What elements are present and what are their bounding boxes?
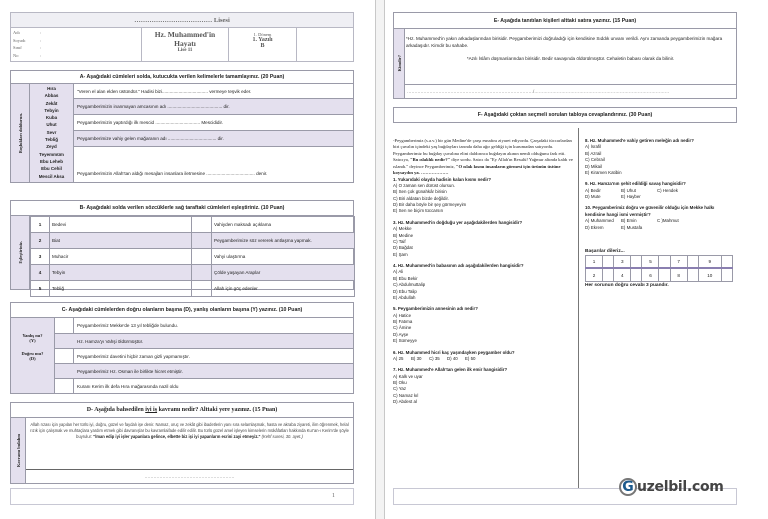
section-a-side-label: Boşlukları doldurun. — [17, 112, 23, 154]
row-number: 4 — [31, 265, 50, 281]
matching-row — [31, 265, 355, 281]
option[interactable]: D) Bağdat — [393, 245, 413, 251]
option[interactable]: C) Abdulmuttalip — [393, 282, 426, 288]
option[interactable]: E) Sen ne biçim tüccarsın — [393, 208, 444, 214]
option[interactable]: C) 35 — [429, 355, 440, 361]
option[interactable]: C) Biri aldatan bizde değildir. — [393, 195, 449, 201]
question-text: 10. Peygamberimiz doğru ve güvenilir olduğu için Mekke halkı kendisine hangi ismi vermiştir? — [585, 205, 715, 217]
fill-sentence[interactable] — [74, 130, 353, 146]
passage-text: -Peygamberimiz (s.a.v.) bir gün Medine'de çarşı esnafını ziyaret ediyordu. Çarşıdaki tüccarlardan biri çuvalın içindeki yaş buğdayları tarında daha ağır geldiği için kurumadan satıyordu. Peygamberimiz bu buğday çuvalına elini daldırınca buğdayın akının nemli olduğunu fark etti. Satıcıya, — [393, 138, 572, 163]
fill-sentence[interactable] — [74, 146, 353, 182]
option[interactable]: E) Kiramen Katibin — [585, 169, 622, 175]
question-text: 4. Hz. Muhammed'in babasının adı aşağıdakilerden hangisidir? — [393, 263, 524, 269]
word-bank-item: Sevr — [46, 129, 57, 135]
matching-row — [31, 281, 355, 297]
answer-cell[interactable] — [603, 255, 614, 268]
title-part: D- Aşağıda bahsedilen — [86, 407, 146, 413]
question-number-cell: 6 — [642, 268, 659, 281]
word-bank-item: Kuba — [45, 115, 58, 121]
section-d-side-label: Kavramı bulalım — [15, 433, 21, 468]
answer-cell[interactable] — [659, 268, 670, 281]
passage-bold: "O ıslak kısmı insanların görmesi için ürünün üstüne koysaydın ya. ……………… — [393, 163, 561, 176]
option[interactable]: A) O zaman sen dürüst olursun. — [393, 182, 455, 188]
question-number-cell: 3 — [614, 255, 631, 268]
option[interactable]: A) Muhammed — [585, 218, 614, 224]
option[interactable]: B) Uhut — [621, 187, 636, 193]
matching-definition: Peygamberimize söz vererek antlaşma yapmak. — [212, 233, 355, 249]
concept-text — [26, 418, 353, 470]
answer-grid-row — [586, 268, 733, 281]
tf-item[interactable] — [55, 348, 353, 363]
option[interactable]: A) Kalk ve uyar — [393, 373, 423, 379]
word-bank-item: Ebu Cehil — [41, 166, 62, 172]
option[interactable]: B) Sen çok günahkâr birisin — [393, 189, 447, 195]
course-title — [142, 28, 229, 61]
matching-row — [31, 233, 355, 249]
option[interactable]: A) İsrafil — [585, 144, 602, 150]
section-d — [10, 402, 354, 484]
section-c-title: C- Aşağıdaki cümlelerden doğru olanların başına (D), yanlış olanların başına (Y) yazınız. (10 Puan) — [11, 303, 353, 318]
option[interactable]: B) Fatıma — [393, 319, 413, 325]
scoring-note: Her sorunun doğru cevabı 3 puandır. — [585, 282, 669, 288]
word-bank-item: Zekât — [45, 100, 58, 106]
question-number-cell: 9 — [698, 255, 721, 268]
matching-word: Tebyin — [50, 265, 192, 281]
question-number-cell: 8 — [670, 268, 687, 281]
option[interactable]: A) Hatice — [393, 312, 412, 318]
option[interactable]: B) 30 — [411, 355, 422, 361]
section-b-title: B- Aşağıdaki solda verilen sözcüklerle sağ taraftaki cümleleri eşleştiriniz. (10 Puan) — [11, 201, 353, 216]
person-answer-line[interactable]: …………………………………………………………………………/……………………………………………………………………………… — [407, 89, 670, 94]
option[interactable]: B) Emin — [621, 218, 637, 224]
option[interactable]: B) Azrail — [585, 150, 602, 156]
answer-cell[interactable] — [603, 268, 614, 281]
tf-item[interactable] — [55, 318, 353, 333]
matching-word: Tebliğ — [50, 281, 192, 297]
answer-cell[interactable] — [631, 268, 642, 281]
matching-table — [30, 216, 355, 297]
exam-info — [229, 28, 297, 61]
option[interactable]: C )Mahmut — [657, 218, 679, 224]
page-number: 1 — [332, 493, 335, 499]
sentence-text: "Veren el alan elden üstündür." Hadisi bizi.................................... vermeye teşvik eder. — [77, 88, 252, 94]
matching-word: Muhacir — [50, 249, 192, 265]
option[interactable]: A) Ali — [393, 269, 404, 275]
matching-answer-box[interactable] — [192, 265, 212, 281]
page-gutter — [375, 0, 385, 519]
title-part: kavramı nedir? Alttaki yere yazınız. (15 Puan) — [157, 407, 278, 413]
title-concept: iyi iş — [145, 407, 158, 413]
concept-ref: (Kehf suresi, 30. ayet.) — [260, 434, 303, 440]
fill-sentence[interactable] — [74, 84, 353, 98]
wrong-label: Yanlış mı? — [22, 333, 43, 338]
field-name-label: Adı — [13, 30, 20, 35]
person-2-desc: *Azılı İslâm düşmanlarından birisidir. Bedir savaşında öldürülmüştür. Cehaletin babası olarak da bilinir. — [466, 56, 675, 62]
section-c-side — [11, 318, 55, 393]
option[interactable]: C) Cebrail — [585, 157, 605, 163]
option[interactable]: C) Hendek — [657, 187, 678, 193]
option[interactable]: D) Abdest al — [393, 399, 417, 405]
option[interactable]: D) 40 — [447, 355, 458, 361]
sentence-text: Peygamberimizin yaptırdığı ilk mescid ................................... Mescididir. — [77, 120, 224, 125]
matching-row — [31, 249, 355, 265]
watermark-text: uzelbil.com — [637, 479, 724, 495]
word-bank-item: Uhut — [46, 122, 57, 128]
sentence-text: Peygamberimizin Allah'tan aldığı mesajları insanlara iletmesine ...................................... denir. — [77, 171, 268, 176]
question-number-cell: 2 — [586, 268, 603, 281]
question-number-cell: 1 — [586, 255, 603, 268]
matching-word: Biat — [50, 233, 192, 249]
option[interactable]: B) Ebu Bekir — [393, 275, 418, 281]
page-1 — [0, 0, 375, 519]
section-a-side — [11, 84, 30, 182]
section-e-side-label: Kimdir? — [396, 55, 402, 72]
question-8 — [585, 138, 735, 176]
word-bank-item: Teyemmüm — [39, 151, 64, 157]
option[interactable]: C) Taif — [393, 238, 406, 244]
good-luck-text: Başarılar dileriz... — [585, 248, 625, 254]
word-bank-item: Mescil Aksa — [38, 173, 65, 179]
tf-text: Hz. Hamza'yı Vahşi öldürmüştür. — [77, 338, 144, 344]
option[interactable]: A) Mekke — [393, 226, 412, 232]
option[interactable]: B) Medine — [393, 232, 414, 238]
question-text: 8. Hz. Muhammed'e vahiy getiren meleğin adı nedir? — [585, 138, 694, 143]
word-bank-item: Tebyin — [44, 107, 59, 113]
option[interactable]: D) Bir daha böyle bir şey görmeyeyim — [393, 202, 467, 208]
row-number: 5 — [31, 281, 50, 297]
question — [393, 350, 573, 363]
question-list — [393, 177, 573, 406]
word-bank-item: Hıra — [47, 86, 56, 91]
tf-text: Peygamberimiz davetini hiçbir zaman gizli yapmamıştır. — [77, 353, 190, 359]
answer-cell[interactable] — [687, 255, 698, 268]
page-footer — [10, 488, 354, 505]
question — [393, 367, 573, 405]
questions-left — [393, 138, 573, 406]
row-number: 3 — [31, 249, 50, 265]
sentence-text: Peygamberimizin inanmayan amcasının adı ........................................... dir. — [77, 104, 230, 109]
option[interactable]: E) 50 — [465, 355, 476, 361]
section-b-side-label: Eşleştiriniz. — [17, 241, 23, 264]
tf-text: Peygamberimiz Mekke'de 13 yıl tebliğde bulundu. — [77, 323, 178, 328]
question-10 — [585, 205, 735, 231]
section-b — [10, 200, 354, 290]
sentence-text: Peygamberimize vahiy gelen mağaranın adı ...................................... dir. — [77, 136, 224, 141]
section-f-title: F- Aşağıdaki çoktan seçmeli soruları tabloya cevaplandırınız. (30 Puan) — [477, 112, 653, 118]
option[interactable]: D) Ekrem — [585, 224, 604, 230]
colon: : — [40, 53, 42, 59]
word-bank-item: Ebu Leheb — [39, 158, 63, 164]
answer-cell[interactable] — [659, 255, 670, 268]
question-text: 3. Hz. Muhammed'in doğduğu yer aşağıdakilerden hangisidir? — [393, 219, 523, 225]
section-e — [393, 12, 737, 99]
student-fields — [11, 28, 142, 61]
exam-name: 1. Yazılı — [252, 37, 273, 43]
option[interactable]: E) Mustafa — [621, 224, 643, 230]
answer-grid-row — [586, 255, 733, 268]
question — [393, 220, 573, 258]
option[interactable]: D) Ayşe — [393, 331, 409, 337]
question — [393, 177, 573, 215]
answer-cell[interactable] — [721, 268, 732, 281]
exam-group: B — [260, 43, 265, 49]
section-e-title: E- Aşağıda tanıtılan kişileri alttaki satıra yazınız. (15 Puan) — [394, 13, 736, 29]
school-name: ……………………………… Lisesi — [11, 13, 353, 28]
exam-header — [10, 12, 354, 62]
word-bank-item: Zeyd — [46, 144, 57, 150]
right-label: Doğru mu? — [21, 351, 44, 356]
matching-answer-box[interactable] — [192, 217, 212, 233]
section-a-title: A- Aşağıdaki cümleleri solda, kutucukta verilen kelimelerle tamamlayınız. (20 Puan) — [11, 71, 353, 84]
word-bank — [30, 84, 74, 182]
concept-quote: "İman edip iyi işler yapanlara gelince, elbette biz işi iyi yapanların ecrini zayi etmeyiz." — [93, 434, 261, 440]
matching-definition: Allah için göç edenler — [212, 281, 355, 297]
question-text: 6. Hz. Muhammed hicri kaç yaşındayken peygamber oldu? — [393, 349, 515, 355]
option[interactable]: E) Sümeyye — [393, 338, 417, 344]
section-a-sentences — [74, 84, 353, 182]
option[interactable]: D) Mikail — [585, 163, 603, 169]
answer-grid — [585, 255, 733, 282]
right-code: (D) — [29, 356, 36, 361]
option[interactable]: E) Şam — [393, 251, 408, 257]
matching-definition: Çölde yaşayan Araplar — [212, 265, 355, 281]
answer-line[interactable]: …………………………………………………… — [144, 474, 235, 479]
option[interactable]: A) 25 — [393, 355, 404, 361]
question-number-cell: 4 — [614, 268, 631, 281]
course-line2: Hayatı — [174, 39, 196, 48]
colon: : — [40, 37, 42, 43]
question-text: 7. Hz. Muhammed'e Allah'tan gelen ilk emir hangisidir? — [393, 367, 508, 373]
passage-text: diye sordu. Satıcı da "Ey Allah'ın Resulü! Yağmur altında kaldı ve ıslandı." deyince Peygamberimiz, — [393, 157, 573, 169]
question-number-cell: 10 — [698, 268, 721, 281]
tf-items — [55, 318, 353, 393]
section-e-side — [394, 29, 405, 98]
term: 1. Dönem — [253, 32, 272, 37]
concept-body: Allah rızası için yapılan her türlü iyi, doğru, güzel ve faydalı işe denir. Namaz, oruç ve zekât gibi ibadetlerin yanı sıra selamlaşmak, hasta ve akraba ziyareti, ilim öğrenmek, helal rızık için çalışmak ve muhtaçlara yardım etmek gibi davranışlar bu kavramlaifade edilir edilir. Bu türlü güzel amel işleyen kimselerin mükâfatları hakkında Kur'an-ı Kerim'de şöyle buyrulur: — [30, 422, 349, 440]
passage-bold: "Bu ıslaklık nedir?" — [410, 157, 451, 163]
tf-item[interactable] — [55, 363, 353, 378]
section-d-title — [11, 403, 353, 418]
questions-right — [585, 138, 735, 288]
question — [393, 306, 573, 344]
question — [393, 263, 573, 301]
fill-sentence[interactable] — [74, 98, 353, 114]
matching-word: Bedevi — [50, 217, 192, 233]
tf-item[interactable] — [55, 333, 353, 348]
matching-definition: Vahyi ulaştırma — [212, 249, 355, 265]
matching-answer-box[interactable] — [192, 249, 212, 265]
word-bank-item: Abbas — [44, 93, 59, 99]
matching-row — [31, 217, 355, 233]
answer-cell[interactable] — [631, 255, 642, 268]
person-descriptions — [405, 29, 736, 85]
watermark-logo — [619, 478, 724, 496]
person-1-desc: *Hz. Muhammed'in yakın arkadaşlarından birisidir. Peygamberimizi doğruladığı için kendisine Sıddık unvanı verildi. Aynı zamanda peygamberimizin mağara arkadaşıdır. Kimdir bu sahabe. — [406, 36, 723, 49]
matching-answer-box[interactable] — [192, 281, 212, 297]
tf-text: Kuranı Kerim ilk defa Hıra mağarasında nazil oldu — [77, 383, 179, 389]
option[interactable]: E) Hayber — [621, 194, 641, 199]
option[interactable]: D) Mute — [585, 194, 601, 199]
word-bank-item: Tebliğ — [45, 137, 58, 143]
field-surname-label: Soyadı — [13, 37, 26, 43]
column-divider — [578, 128, 579, 493]
question-number-cell: 7 — [670, 255, 687, 268]
logo-g-icon: G — [619, 478, 637, 496]
tf-text: Peygamberimiz Hz. Osman ile birlikte hicret etmiştir. — [77, 368, 183, 374]
option[interactable]: D) Ebu Talip — [393, 288, 417, 294]
colon: : — [40, 30, 42, 35]
section-c — [10, 302, 354, 394]
option[interactable]: E) Abdullah — [393, 294, 416, 300]
question-number-cell: 5 — [642, 255, 659, 268]
question-text: 9. Hz. Hamza'nın şehit edildiği savaş hangisidir? — [585, 181, 686, 187]
section-d-side — [11, 418, 26, 483]
option[interactable]: C) Âmine — [393, 325, 412, 331]
wrong-code: (Y) — [29, 338, 36, 343]
row-number: 2 — [31, 233, 50, 249]
section-b-side — [11, 216, 30, 289]
option[interactable]: B) Oku — [393, 380, 407, 386]
question-text: 5. Peygamberimizin annesinin adı nedir? — [393, 306, 478, 312]
passage — [393, 138, 573, 177]
section-a — [10, 70, 354, 183]
matching-definition: Vahiyden maksadı açıklama — [212, 217, 355, 233]
colon: : — [40, 45, 42, 51]
option[interactable]: C) Namaz kıl — [393, 392, 419, 398]
page-2 — [385, 0, 768, 519]
course-line1: Hz. Muhammed'in — [154, 30, 216, 39]
answer-cell[interactable] — [687, 268, 698, 281]
field-class-label: Sınıf — [13, 45, 22, 51]
question-text: 1. Yukarıdaki olayda hadisin kalan kısmı nedir? — [393, 176, 492, 182]
question-9 — [585, 181, 735, 200]
fill-sentence[interactable] — [74, 114, 353, 130]
option[interactable]: A) Bedir — [585, 187, 601, 193]
field-no-label: No — [13, 53, 19, 59]
option[interactable]: C) Yaz — [393, 386, 407, 392]
section-f-header — [393, 107, 737, 123]
grade-level: Lise 11 — [177, 48, 193, 53]
answer-cell[interactable] — [721, 255, 732, 268]
matching-answer-box[interactable] — [192, 233, 212, 249]
tf-item[interactable] — [55, 378, 353, 393]
row-number: 1 — [31, 217, 50, 233]
